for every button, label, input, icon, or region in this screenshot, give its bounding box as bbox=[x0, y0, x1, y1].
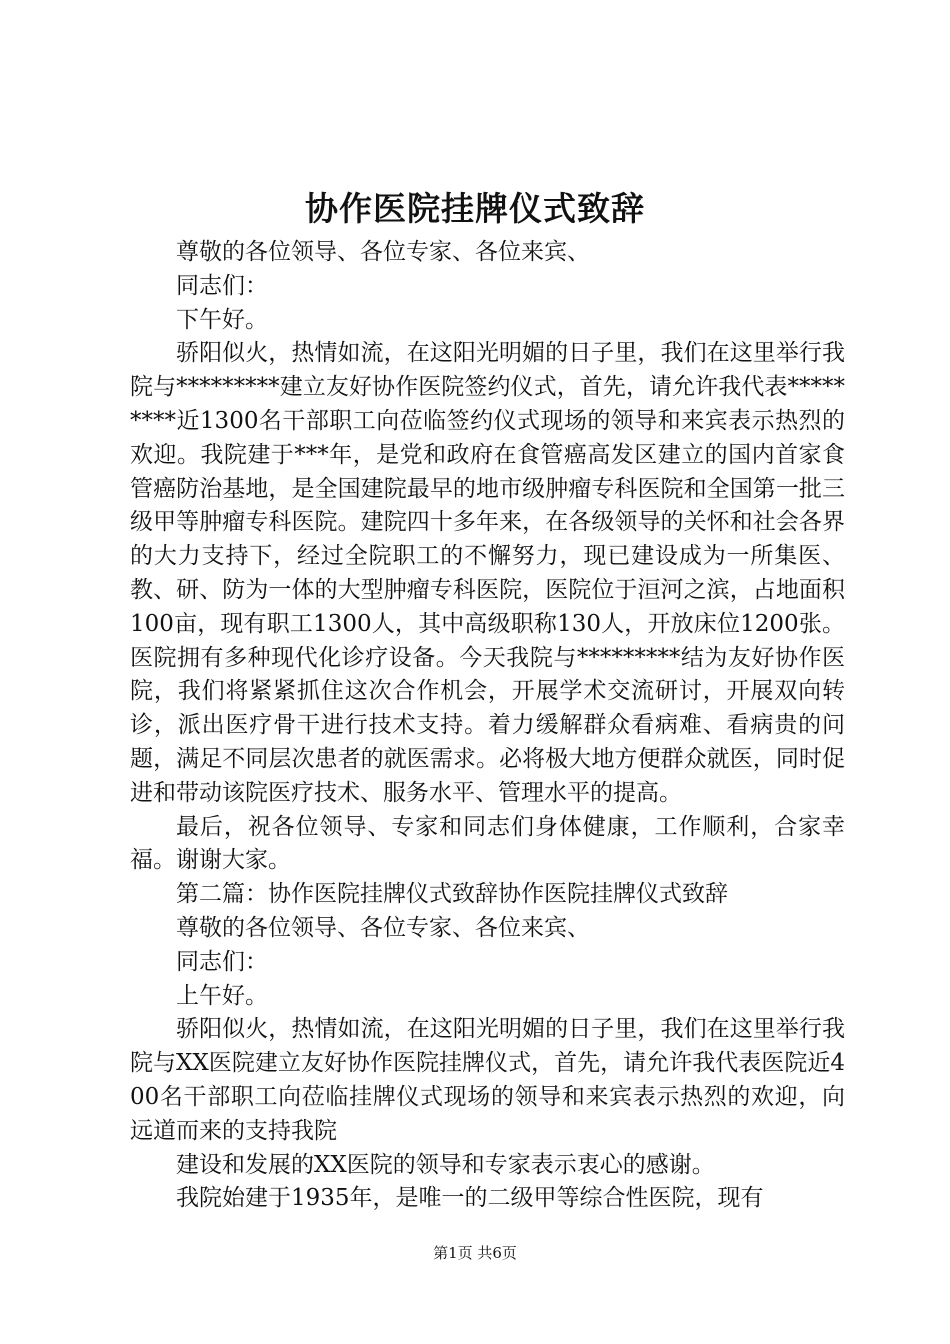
document-title: 协作医院挂牌仪式致辞 bbox=[305, 189, 645, 228]
body-paragraph: 建设和发展的XX医院的领导和专家表示衷心的感谢。 bbox=[176, 1151, 715, 1178]
salutation-paragraph: 同志们： bbox=[176, 948, 268, 975]
salutation-paragraph: 尊敬的各位领导、各位专家、各位来宾、 bbox=[176, 239, 590, 265]
closing-paragraph: 最后，祝各位领导、专家和同志们身体健康，工作顺利，合家幸福。谢谢大家。 bbox=[130, 813, 845, 874]
salutation-paragraph: 尊敬的各位领导、各位专家、各位来宾、 bbox=[176, 914, 590, 941]
body-paragraph: 我院始建于1935年，是唯一的二级甲等综合性医院，现有 bbox=[176, 1185, 764, 1212]
body-paragraph: 骄阳似火，热情如流，在这阳光明媚的日子里，我们在这里举行我院与XX医院建立友好协作医院挂牌仪式，首先，请允许我代表医院近400名干部职工向莅临挂牌仪式现场的领导和来宾表示热烈的欢迎，向远道而来的支持我院 bbox=[130, 1016, 845, 1144]
salutation-paragraph: 同志们： bbox=[176, 272, 268, 299]
document-body bbox=[130, 236, 845, 1216]
body-paragraph: 骄阳似火，热情如流，在这阳光明媚的日子里，我们在这里举行我院与*********建立友好协作医院签约仪式，首先，请允许我代表*********近1300名干部职工向莅临签约仪式现场的领导和来宾表示热烈的欢迎。我院建于***年，是党和政府在食管癌高发区建立的国内首家食管癌防治基地，是全国建院最早的地市级肿瘤专科医院和全国第一批三级甲等肿瘤专科医院。建院四十多年来，在各级领导的关怀和社会各界的大力支持下，经过全院职工的不懈努力，现已建设成为一所集医、教、研、防为一体的大型肿瘤专科医院，医院位于洹河之滨，占地面积100亩，现有职工1300人，其中高级职称130人，开放床位1200张。医院拥有多种现代化诊疗设备。今天我院与*********结为友好协作医院，我们将紧紧抓住这次合作机会，开展学术交流研讨，开展双向转诊，派出医疗骨干进行技术支持。着力缓解群众看病难、看病贵的问题，满足不同层次患者的就医需求。必将极大地方便群众就医，同时促进和带动该院医疗技术、服务水平、管理水平的提高。 bbox=[130, 340, 845, 806]
section-heading: 第二篇：协作医院挂牌仪式致辞协作医院挂牌仪式致辞 bbox=[176, 881, 728, 908]
greeting-paragraph: 下午好。 bbox=[176, 306, 268, 333]
greeting-paragraph: 上午好。 bbox=[176, 982, 268, 1009]
page-number-footer: 第1页 共6页 bbox=[433, 1244, 517, 1262]
